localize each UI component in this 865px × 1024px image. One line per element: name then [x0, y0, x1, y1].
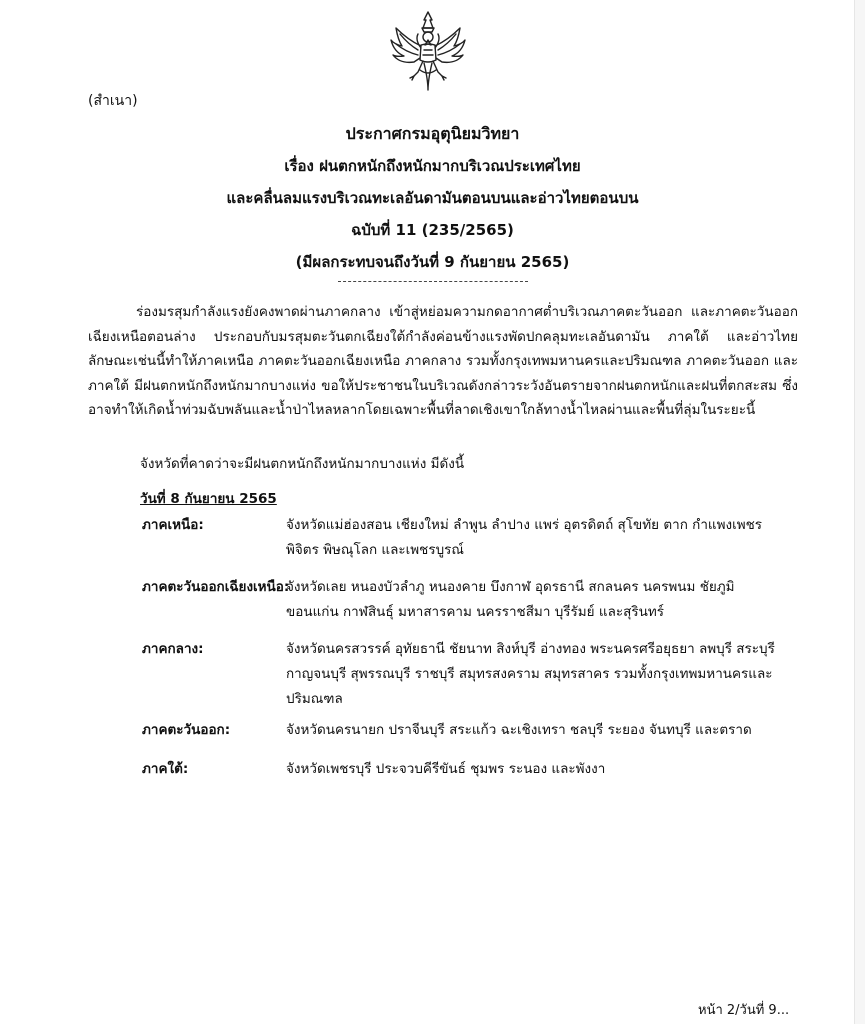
copy-label: (สำเนา): [88, 93, 138, 109]
body-paragraph: ร่องมรสุมกำลังแรงยังคงพาดผ่านภาคกลาง เข้าสู่หย่อมความกดอากาศต่ำบริเวณภาคตะวันออก และภาคตะวันออกเฉียงเหนือตอนล่าง ประกอบกับมรสุมตะวันตกเฉียงใต้กำลังค่อนข้างแรงพัดปกคลุมทะเลอันดามัน ภาคใต้ และอ่าวไทย ลักษณะเช่นนี้ทำให้ภาคเหนือ ภาคตะวันออกเฉียงเหนือ ภาคกลาง รวมทั้งกรุงเทพมหานครและปริมณฑล ภาคตะวันออก และภาคใต้ มีฝนตกหนักถึงหนักมากบางแห่ง ขอให้ประชาชนในบริเวณดังกล่าวระวังอันตรายจากฝนตกหนักและฝนที่ตกสะสม ซึ่งอาจทำให้เกิดน้ำท่วมฉับพลันและน้ำป่าไหลหลากโดยเฉพาะพื้นที่ลาดเชิงเขาใกล้ทางน้ำไหลผ่านและพื้นที่ลุ่มในระยะนี้: [88, 304, 798, 418]
announcement-subject-cont: และคลื่นลมแรงบริเวณทะเลอันดามันตอนบนและอ่าวไทยตอนบน: [226, 189, 639, 207]
region-northeast: [0, 575, 865, 625]
region-label: ภาคตะวันออกเฉียงเหนือ:: [142, 579, 290, 595]
announcement-title-block: [0, 118, 865, 278]
date-heading: วันที่ 8 กันยายน 2565: [140, 491, 277, 507]
region-east: [0, 718, 865, 743]
title-separator: [338, 281, 528, 282]
page-footer: หน้า 2/วันที่ 9...: [698, 1003, 790, 1018]
announcement-issuer: ประกาศกรมอุตุนิยมวิทยา: [345, 124, 520, 143]
announcement-issue-number: ฉบับที่ 11 (235/2565): [351, 221, 514, 239]
region-provinces: จังหวัดนครสวรรค์ อุทัยธานี ชัยนาท สิงห์บุรี อ่างทอง พระนครศรีอยุธยา ลพบุรี สระบุรี กาญจนบุรี สุพรรณบุรี ราชบุรี สมุทรสงคราม สมุทรสาคร รวมทั้งกรุงเทพมหานครและปริมณฑล: [286, 641, 775, 707]
garuda-emblem-icon: [388, 10, 468, 94]
region-central: [0, 637, 865, 712]
region-provinces: จังหวัดเพชรบุรี ประจวบคีรีขันธ์ ชุมพร ระนอง และพังงา: [286, 761, 606, 777]
region-south: [0, 757, 865, 782]
region-label: ภาคกลาง:: [142, 641, 204, 657]
region-label: ภาคตะวันออก:: [142, 722, 231, 738]
announcement-subject: เรื่อง ฝนตกหนักถึงหนักมากบริเวณประเทศไทย: [284, 157, 581, 175]
region-label: ภาคใต้:: [142, 761, 189, 777]
region-label: ภาคเหนือ:: [142, 517, 204, 533]
announcement-effective-date: (มีผลกระทบจนถึงวันที่ 9 กันยายน 2565): [295, 253, 570, 271]
region-provinces: จังหวัดเลย หนองบัวลำภู หนองคาย บึงกาฬ อุดรธานี สกลนคร นครพนม ชัยภูมิ ขอนแก่น กาฬสินธุ์ มหาสารคาม นครราชสีมา บุรีรัมย์ และสุรินทร์: [286, 579, 735, 620]
provinces-intro: จังหวัดที่คาดว่าจะมีฝนตกหนักถึงหนักมากบางแห่ง มีดังนี้: [140, 456, 465, 472]
region-provinces: จังหวัดนครนายก ปราจีนบุรี สระแก้ว ฉะเชิงเทรา ชลบุรี ระยอง จันทบุรี และตราด: [286, 722, 752, 738]
region-provinces: จังหวัดแม่ฮ่องสอน เชียงใหม่ ลำพูน ลำปาง แพร่ อุตรดิตถ์ สุโขทัย ตาก กำแพงเพชร พิจิตร พิษณุโลก และเพชรบูรณ์: [286, 517, 763, 558]
region-north: [0, 513, 865, 563]
